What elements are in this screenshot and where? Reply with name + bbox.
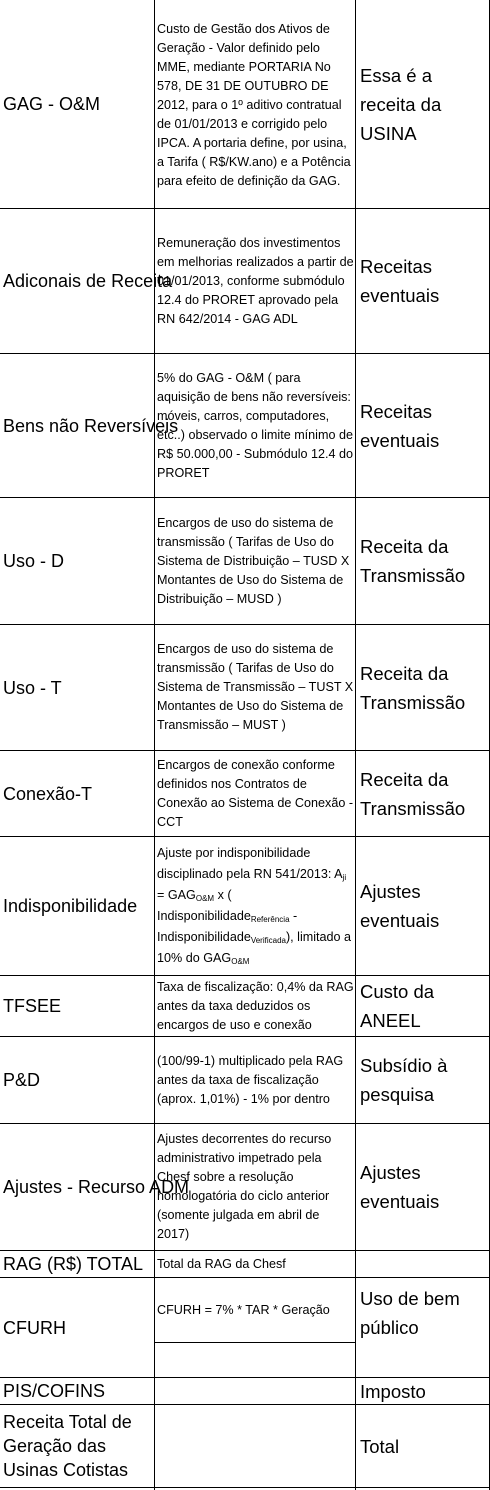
row-type-gag: Essa é a receita da USINA [360, 64, 442, 144]
row-desc-gag: Custo de Gestão dos Ativos de Geração - Valor definido pelo MME, mediante PORTARIA No 578, DE 31 DE OUTUBRO DE 2012, para o 1º aditivo contratual de 01/01/2013 e corrigido pelo IPCA. A portaria define, por usina, a Tarifa ( R$/KW.ano) e a Potência para efeito de definição da GAG. [157, 22, 351, 188]
row-desc-cfurh: CFURH = 7% * TAR * Geração [157, 1302, 330, 1317]
row-desc-uso-d: Encargos de uso do sistema de transmissão ( Tarifas de Uso do Sistema de Distribuição – TUSD X Montantes de Uso do Sistema de Distribuição – MUSD ) [157, 515, 350, 606]
row-type-indisponibilidade: Ajustes eventuais [360, 881, 440, 931]
row-item-adicionais: Adiconais de Receita [3, 271, 173, 291]
row-desc-indisponibilidade: Ajuste por indisponibilidade disciplinado pela RN 541/2013: $A_{ji} = GAG_{O\&M}$ x ( Indisponibilidade$_{Referência}$ - Indisponibilidade$_{Verificada}$), limitado a 10% do $GAG_{O\&M}$ [157, 846, 352, 966]
row-type-receita-total: Total [360, 1435, 400, 1457]
row-desc-tfsee: Taxa de fiscalização: 0,4% da RAG antes da taxa deduzidos os encargos de uso e conexão [157, 979, 354, 1032]
row-type-adicionais: Receitas eventuais [360, 256, 440, 306]
row-type-bens: Receitas eventuais [360, 400, 440, 451]
row-type-uso-d: Receita da Transmissão [360, 536, 466, 586]
row-desc-uso-t: Encargos de uso do sistema de transmissão ( Tarifas de Uso do Sistema de Transmissão – TUST X Montantes de Uso do Sistema de Transmissão – MUST ) [157, 642, 354, 732]
row-type-pd: Subsídio à pesquisa [360, 1055, 448, 1105]
row-desc-pis-cofins [157, 1378, 354, 1404]
row-item-indisponibilidade: Indisponibilidade [3, 896, 138, 916]
row-item-bens: Bens não Reversíveis [3, 415, 179, 436]
row-type-uso-t: Receita da Transmissão [360, 662, 466, 713]
row-type-rag-total [360, 1251, 488, 1277]
row-desc-adicionais: Remuneração dos investimentos em melhorias realizados a partir de 01/01/2013, conforme submódulo 12.4 do PRORET aprovado pela RN 642/2014 - GAG ADL [157, 235, 354, 326]
row-desc-rag-total: Total da RAG da Chesf [157, 1256, 286, 1271]
row-item-cfurh: CFURH [3, 1317, 66, 1338]
row-desc-conexao: Encargos de conexão conforme definidos nos Contratos de Conexão ao Sistema de Conexão - CCT [157, 757, 354, 829]
row-item-rag-total: RAG (R$) TOTAL [3, 1254, 144, 1274]
row-item-uso-d: Uso - D [3, 551, 65, 571]
row-desc-receita-total [157, 1405, 354, 1487]
row-item-uso-t: Uso - T [3, 677, 62, 698]
row-type-ajustes-recurso: Ajustes eventuais [360, 1162, 440, 1212]
row-desc-pd: (100/99-1) multiplicado pela RAG antes da taxa de fiscalização (aprox. 1,01%) - 1% por dentro [157, 1053, 344, 1106]
row-type-cfurh: Uso de bem público [360, 1288, 460, 1338]
row-type-conexao: Receita da Transmissão [360, 768, 466, 819]
table-bottom-border [0, 1487, 490, 1488]
row-desc-bens: 5% do GAG - O&M ( para aquisição de bens não reversíveis: móveis, carros, computadores, etc..) observado o limite mínimo de R$ 50.000,00 - Submódulo 12.4 do PRORET [157, 370, 354, 480]
row-item-pis-cofins: PIS/COFINS [3, 1381, 106, 1401]
cfurh-inner-divider [155, 1342, 355, 1343]
row-desc-ajustes-recurso: Ajustes decorrentes do recurso administrativo impetrado pela Chesf sobre a resolução homologatória do ciclo anterior (somente julgada em abril de 2017) [157, 1132, 332, 1241]
row-item-gag: GAG - O&M [3, 94, 101, 114]
row-item-pd: P&D [3, 1070, 41, 1090]
row-item-receita-total: Receita Total de Geração das Usinas Cotistas [3, 1412, 132, 1480]
row-type-tfsee: Custo da ANEEL [360, 981, 435, 1031]
row-item-ajustes-recurso: Ajustes - Recurso ADM [3, 1177, 190, 1197]
row-type-pis-cofins: Imposto [360, 1380, 426, 1402]
row-item-tfsee: TFSEE [3, 996, 62, 1016]
column-divider-2 [355, 0, 356, 1490]
row-item-conexao: Conexão-T [3, 783, 93, 804]
